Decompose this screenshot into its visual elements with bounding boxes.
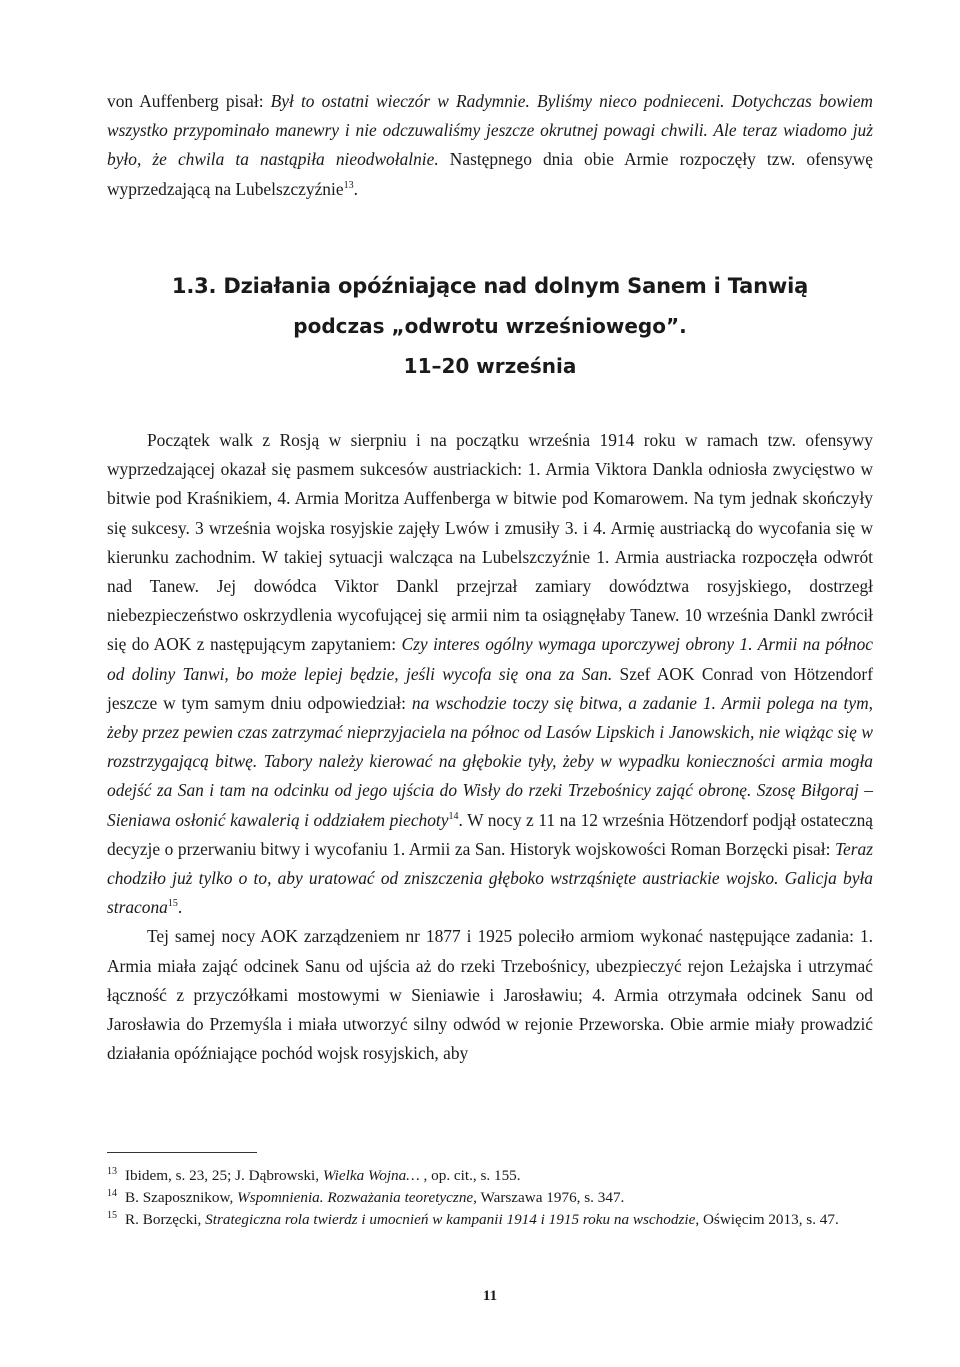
footnote-number: 13 [107, 1166, 117, 1177]
footnote-text: , Oświęcim 2013, s. 47. [695, 1211, 839, 1228]
footnote-text: Ibidem, s. 23, 25; J. Dąbrowski, [125, 1167, 323, 1184]
p1-text-3: . W nocy z 11 na 12 września Hötzendorf podjął ostateczną decyzje o przerwaniu bitwy i wycofaniu 1. Armii za San. Historyk wojskowości Roman Borzęcki pisał: [107, 809, 873, 859]
footnote-title: Strategiczna rola twierdz i umocnień w kampanii 1914 i 1915 roku na wschodzie [205, 1211, 696, 1228]
intro-text [107, 87, 873, 204]
footnote-divider [107, 1152, 257, 1153]
footnote-ref-15[interactable]: 15 [167, 898, 178, 910]
intro-prefix: von Auffenberg pisał: [107, 91, 271, 111]
p1-quote-1: Czy interes ogólny wymaga uporczywej obrony 1. Armii na północ od doliny Tanwi, bo może lepiej będzie, jeśli wycofa się ona za San. [107, 634, 873, 684]
footnote-text: , Warszawa 1976, s. 347. [473, 1189, 625, 1206]
paragraph-2: Tej samej nocy AOK zarządzeniem nr 1877 i 1925 poleciło armiom wykonać następujące zadania: 1. Armia miała zająć odcinek Sanu od ujścia aż do rzeki Trzebośnicy, ubezpieczyć rejon Leżajska i utrzymać łączność z przyczółkami mostowymi w Sieniawie i Jarosławiu; 4. Armia otrzymała odcinek Sanu od Jarosławia do Przemyśla i miała utworzyć silny odwód w rejonie Przeworska. Obie armie miały prowadzić działania opóźniające pochód wojsk rosyjskich, aby [107, 926, 873, 1064]
intro-end: . [353, 178, 358, 199]
footnote-title: Wspomnienia. Rozważania teoretyczne [237, 1189, 474, 1206]
heading-date-range: 11–20 września [403, 354, 577, 378]
footnote-15 [107, 1209, 873, 1231]
footnote-13 [107, 1165, 873, 1187]
p1-quote-3: Teraz chodziło już tylko o to, aby uratować od zniszczenia głęboko wstrząśnięte austriackie wojsko. Galicja była stracona [107, 838, 873, 918]
footnote-number: 14 [107, 1188, 117, 1199]
p1-text-4: . [177, 897, 183, 918]
footnote-ref-14[interactable]: 14 [448, 810, 459, 822]
p1-text-1: Początek walk z Rosją w sierpniu i na początku września 1914 roku w ramach tzw. ofensywy wyprzedzającej okazał się pasmem sukcesów austriackich: 1. Armia Viktora Dankla odniosła zwycięstwo w bitwie pod Kraśnikiem, 4. Armia Moritza Auffenberga w bitwie pod Komarowem. Na tym jednak skończyły się sukcesy. 3 września wojska rosyjskie zajęły Lwów i zmusiły 3. i 4. Armię austriacką do wycofania się w kierunku zachodnim. W takiej sytuacji walcząca na Lubelszczyźnie 1. Armia austriacka rozpoczęła odwrót nad Tanew. Jej dowódca Viktor Dankl przejrzał zamiary dowództwa rosyjskiego, dostrzegł niebezpieczeństwo oskrzydlenia wycofującej się armii nim ta osiągnęłaby Tanew. 10 września Dankl zwrócił się do AOK z następującym zapytaniem: [107, 430, 873, 655]
footnote-text: , op. cit., s. 155. [419, 1167, 521, 1184]
footnotes [107, 1165, 873, 1231]
footnote-title: Wielka Wojna… [322, 1167, 420, 1184]
footnote-14 [107, 1187, 873, 1209]
paragraph-1 [107, 426, 873, 922]
p1-quote-2: na wschodzie toczy się bitwa, a zadanie 1. Armii polega na tym, żeby przez pewien czas zatrzymać nieprzyjaciela na północ od Lasów Lipskich i Janowskich, nie wiążąc się w rozstrzygającą bitwę. Tabory należy kierować na głębokie tyły, żeby w wypadku konieczności armia mogła odejść za San i tam na odcinku od jego ujścia do Wisły do rzeki Trzebośnicy zająć obronę. Szosę Biłgoraj – Sieniawa osłonić kawalerią i oddziałem piechoty [107, 692, 873, 830]
intro-paragraph [107, 87, 873, 204]
footnote-text: R. Borzęcki, [125, 1211, 206, 1228]
section-heading [107, 272, 873, 380]
footnote-ref-13[interactable]: 13 [343, 179, 354, 191]
p1-text-2: Szef AOK Conrad von Hötzendorf jeszcze w tym samym dniu odpowiedział: [107, 663, 873, 713]
main-text [107, 426, 873, 1068]
footnote-number: 15 [107, 1210, 117, 1221]
footnote-text: B. Szaposznikow, [125, 1189, 238, 1206]
intro-quote: Był to ostatni wieczór w Radymnie. Byliśmy nieco podnieceni. Dotychczas bowiem wszystko przypominało manewry i nie odczuwaliśmy jeszcze okrutnej powagi chwili. Ale teraz wiadomo już było, że chwila ta nastąpiła nieodwołalnie. [107, 91, 873, 170]
heading-line-2: podczas „odwrotu wrześniowego”. [293, 314, 687, 338]
page-number: 11 [482, 1288, 498, 1304]
intro-rest: Następnego dnia obie Armie rozpoczęły tzw. ofensywę wyprzedzającą na Lubelszczyźnie [107, 149, 873, 199]
heading-line-1: 1.3. Działania opóźniające nad dolnym Sanem i Tanwią [171, 274, 809, 298]
